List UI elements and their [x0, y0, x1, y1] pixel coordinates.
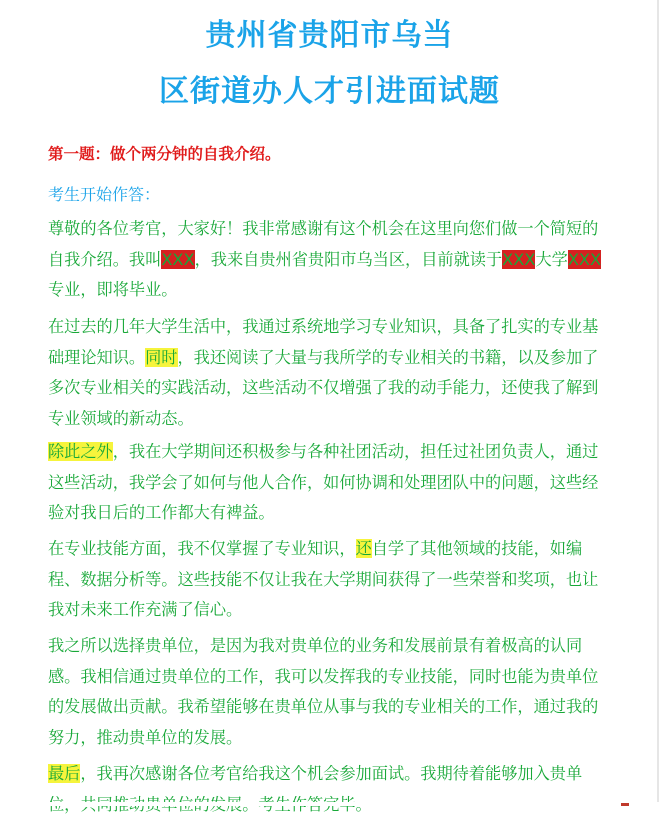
page-bottom-edge — [0, 802, 659, 806]
highlighted-word: 同时 — [145, 347, 178, 367]
paragraph-text: ，我还阅读了大量与我所学的专业相关的书籍，以及参加了多次专业相关的实践活动，这些活动不仅增强了我的动手能力，还使我了解到专业领域的新动态。 — [48, 347, 599, 428]
paragraph-closing — [48, 759, 613, 820]
document-title — [0, 8, 659, 120]
paragraph-text: 大学 — [535, 249, 568, 269]
paragraph-text: ，我再次感谢各位考官给我这个机会参加面试。我期待着能够加入贵单 — [80, 764, 583, 783]
paragraph-text: 尊敬的各位考官，大家好！我非常感谢有这个机会在这里向您们做一个简短的自我介绍。我叫 — [48, 219, 599, 269]
paragraph-text: 自学了其他领域的技能，如编程、数据分析等。这些技能不仅让我在大学期间获得了一些荣誉和奖项，也让我对未来工作充满了信心。 — [48, 539, 599, 619]
redacted-name: XXX — [161, 249, 195, 269]
paragraph-text: 专业，即将毕业。 — [48, 280, 178, 299]
paragraph-intro — [48, 214, 613, 306]
paragraph-text: 我之所以选择贵单位，是因为我对贵单位的业务和发展前景有着极高的认同感。我相信通过贵单位的工作，我可以发挥我的专业技能，同时也能为贵单位的发展做出贡献。我希望能够在贵单位从事与我的专业相关的工作，通过我的努力，推动贵单位的发展。 — [48, 636, 599, 747]
redacted-major: XXX — [567, 249, 602, 269]
title-line-1: 贵州省贵阳市乌当 — [205, 18, 454, 53]
title-line-2: 区街道办人才引进面试题 — [159, 74, 500, 109]
paragraph-text: ，我在大学期间还积极参与各种社团活动，担任过社团负责人，通过这些活动，我学会了如何与他人合作，如何协调和处理团队中的问题，这些经验对我日后的工作都大有裨益。 — [48, 442, 599, 522]
paragraph-text: ，我来自贵州省贵阳市乌当区，目前就读于 — [194, 249, 503, 269]
question-heading: 第一题：做个两分钟的自我介绍。 — [48, 145, 281, 163]
answer-label: 考生开始作答： — [48, 185, 161, 204]
highlighted-word: 最后 — [48, 764, 81, 783]
redacted-school: XXX — [502, 249, 536, 269]
paragraph-study — [48, 312, 613, 434]
highlighted-word: 除此之外 — [48, 442, 113, 461]
paragraph-text: 在专业技能方面，我不仅掌握了专业知识， — [48, 539, 356, 558]
paragraph-text: 在过去的几年大学生活中，我通过系统地学习专业知识，具备了扎实的专业基础理论知识。 — [48, 317, 599, 367]
paragraph-motivation — [48, 631, 613, 753]
paragraph-skills — [48, 534, 613, 626]
highlighted-word: 还 — [355, 539, 372, 558]
paragraph-activities — [48, 437, 613, 529]
